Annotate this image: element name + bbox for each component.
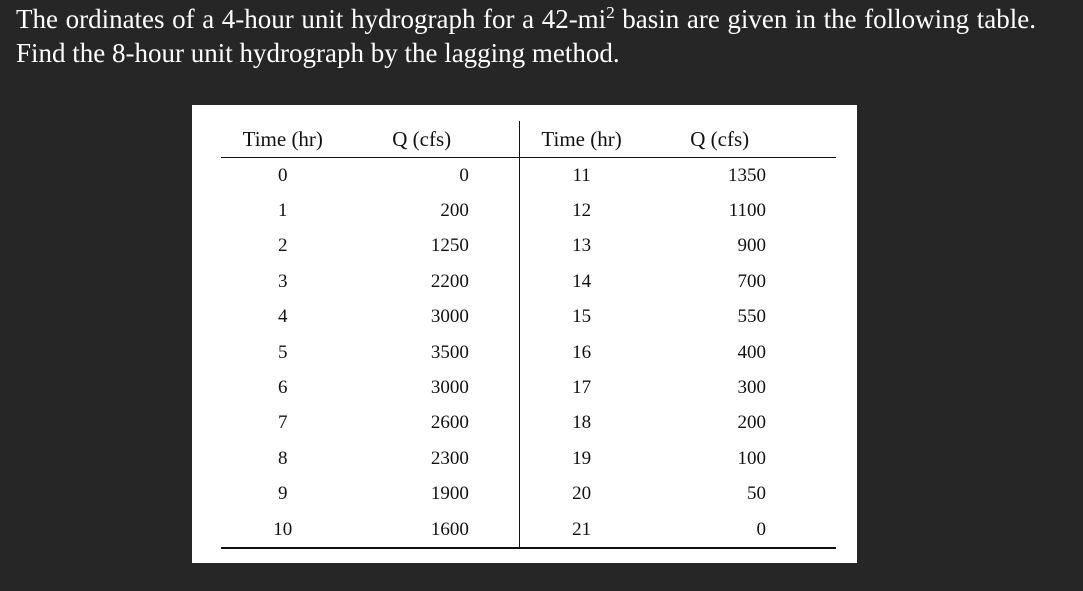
cell-time-2: 15 bbox=[519, 300, 643, 335]
cell-q-1: 1250 bbox=[430, 235, 469, 257]
cell-q-1: 3000 bbox=[430, 306, 469, 328]
table-row bbox=[221, 264, 836, 299]
cell-q-2: 200 bbox=[737, 412, 766, 434]
cell-time-1: 10 bbox=[221, 512, 345, 548]
table-row bbox=[221, 370, 836, 405]
table-row bbox=[221, 512, 836, 548]
problem-superscript: 2 bbox=[606, 3, 615, 22]
table-row bbox=[221, 193, 836, 228]
cell-q-2: 0 bbox=[643, 512, 836, 548]
cell-q-1: 2600 bbox=[430, 412, 469, 434]
table-row bbox=[221, 229, 836, 264]
problem-statement bbox=[16, 2, 1036, 70]
cell-time-1: 2 bbox=[278, 235, 288, 257]
cell-time-1: 5 bbox=[278, 341, 288, 363]
cell-q-1: 3500 bbox=[430, 341, 469, 363]
cell-time-2: 16 bbox=[519, 335, 643, 370]
cell-q-2: 1350 bbox=[728, 164, 766, 186]
cell-q-1: 1900 bbox=[430, 483, 469, 505]
cell-q-2: 550 bbox=[737, 306, 766, 328]
cell-q-1: 1600 bbox=[345, 512, 520, 548]
cell-time-2: 18 bbox=[519, 406, 643, 441]
cell-q-2: 400 bbox=[737, 341, 766, 363]
cell-q-1: 3000 bbox=[430, 377, 469, 399]
problem-text-after: basin are given in the following table. Find the 8-hour unit hydrograph by the lagging method. bbox=[16, 4, 1036, 68]
cell-time-1: 8 bbox=[278, 447, 288, 469]
table-header-row bbox=[221, 121, 836, 158]
problem-text-before: The ordinates of a 4-hour unit hydrograph for a 42-mi bbox=[16, 4, 607, 34]
cell-q-2: 100 bbox=[737, 447, 766, 469]
cell-time-2: 14 bbox=[519, 264, 643, 299]
unit-hydrograph-table bbox=[221, 121, 836, 549]
table-row bbox=[221, 335, 836, 370]
header-time-2: Time (hr) bbox=[519, 121, 643, 158]
table-card bbox=[192, 105, 857, 560]
table-row bbox=[221, 300, 836, 335]
table-row bbox=[221, 441, 836, 476]
header-q-2: Q (cfs) bbox=[643, 121, 836, 158]
cell-time-1: 3 bbox=[278, 270, 288, 292]
cell-time-2: 17 bbox=[519, 370, 643, 405]
header-q-1: Q (cfs) bbox=[345, 121, 520, 158]
table-row bbox=[221, 406, 836, 441]
cell-time-1: 1 bbox=[278, 200, 288, 222]
cell-time-1: 4 bbox=[278, 306, 288, 328]
cell-q-1: 2300 bbox=[430, 447, 469, 469]
cell-time-2: 12 bbox=[519, 193, 643, 228]
cell-q-1: 2200 bbox=[430, 270, 469, 292]
cell-time-1: 0 bbox=[278, 164, 288, 186]
bottom-rule bbox=[192, 560, 857, 563]
cell-q-2: 900 bbox=[737, 235, 766, 257]
table-row bbox=[221, 158, 836, 194]
cell-q-2: 1100 bbox=[728, 200, 766, 222]
cell-time-2: 21 bbox=[519, 512, 643, 548]
table-body bbox=[221, 158, 836, 549]
table-row bbox=[221, 477, 836, 512]
cell-q-1: 200 bbox=[440, 200, 469, 222]
cell-time-1: 9 bbox=[278, 483, 288, 505]
cell-time-2: 20 bbox=[519, 477, 643, 512]
cell-q-2: 300 bbox=[737, 377, 766, 399]
cell-time-2: 19 bbox=[519, 441, 643, 476]
header-time-1: Time (hr) bbox=[221, 121, 345, 158]
cell-time-1: 7 bbox=[278, 412, 288, 434]
cell-q-1: 0 bbox=[459, 164, 469, 186]
cell-time-2: 11 bbox=[519, 158, 643, 194]
cell-q-2: 700 bbox=[737, 270, 766, 292]
cell-time-1: 6 bbox=[278, 377, 288, 399]
cell-q-2: 50 bbox=[747, 483, 766, 505]
cell-time-2: 13 bbox=[519, 229, 643, 264]
